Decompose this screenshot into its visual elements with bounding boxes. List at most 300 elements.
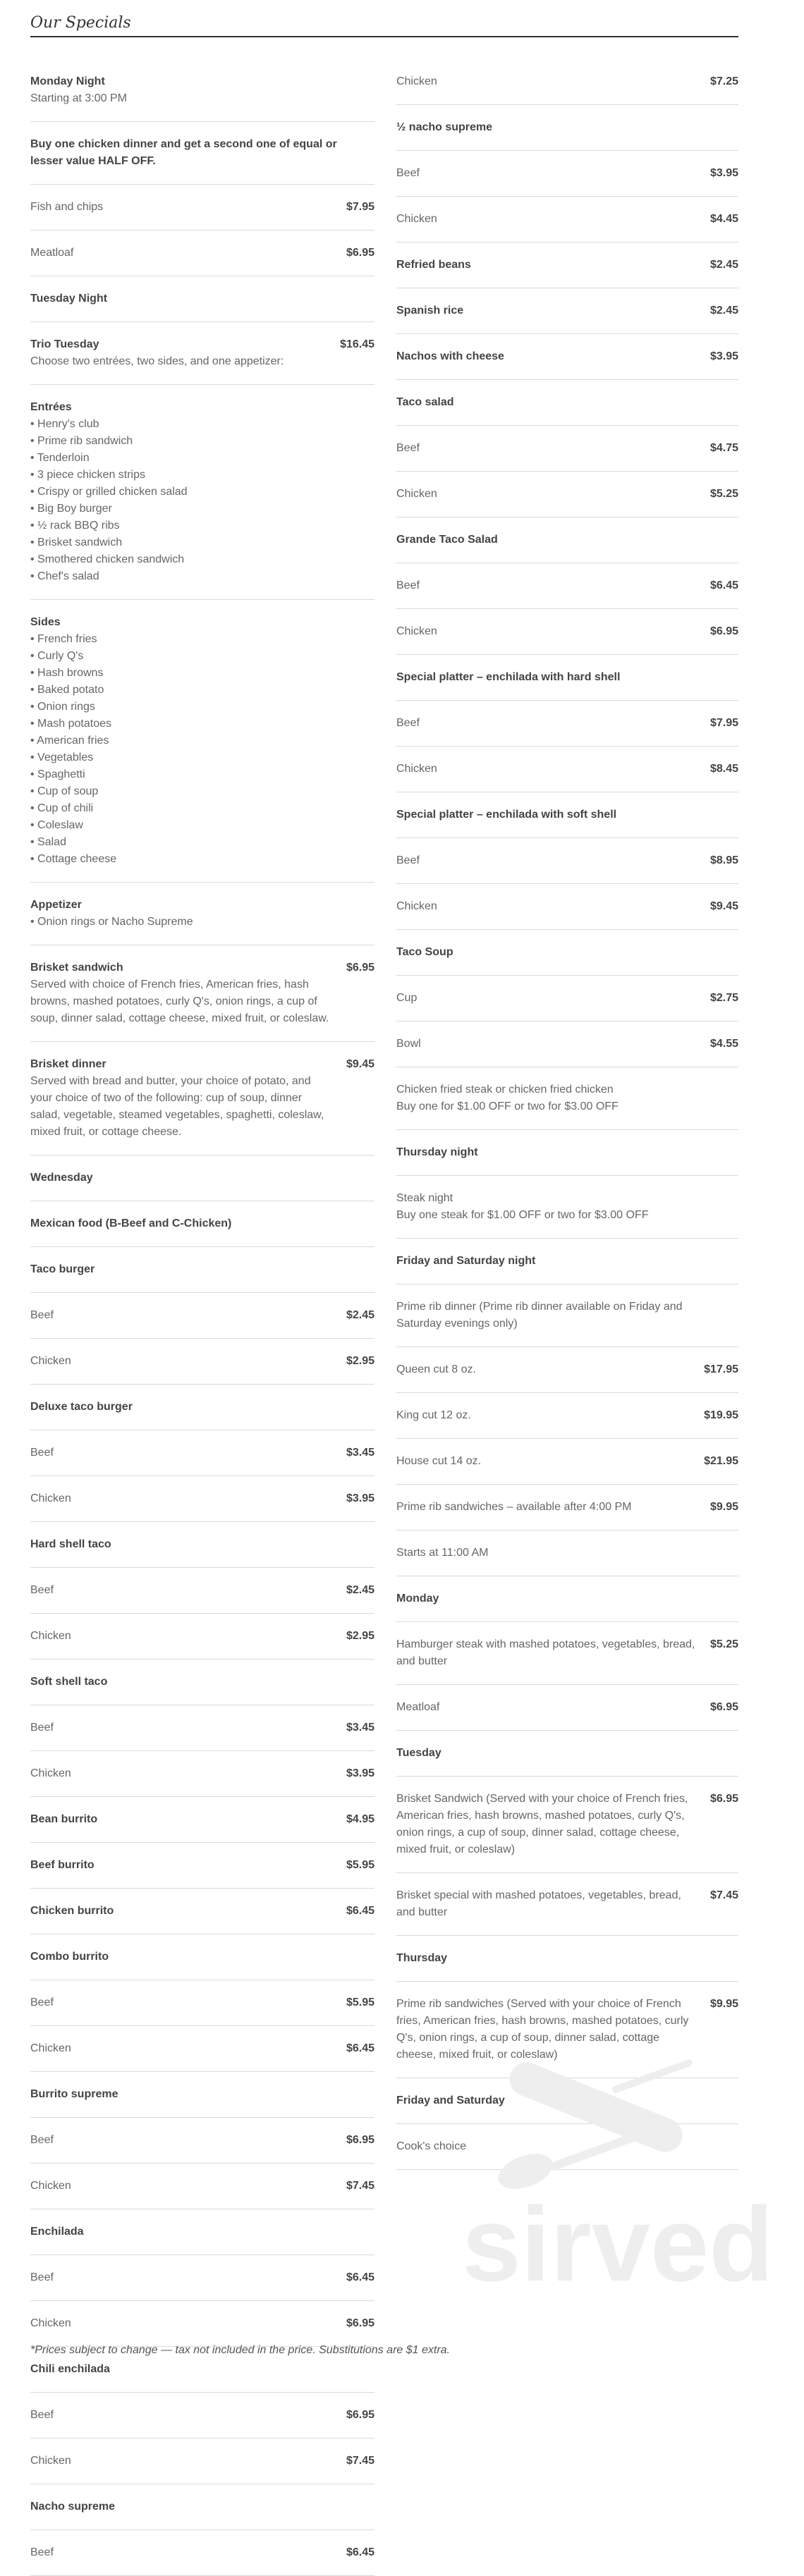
menu-item-title: Friday and Saturday night: [396, 1255, 536, 1267]
menu-item-price: $4.95: [346, 1813, 374, 1825]
menu-item-steak-night-buy-one-steak-for-1-00-off-o: [396, 1176, 738, 1239]
menu-item-description: Prime rib dinner (Prime rib dinner available on Friday and Saturday evenings only): [396, 1301, 683, 1330]
menu-item-title: Chili enchilada: [30, 2363, 110, 2375]
menu-item-chicken: [30, 1751, 374, 1797]
menu-item-price: $7.45: [346, 2455, 374, 2467]
menu-item-price: $3.45: [346, 1447, 374, 1459]
menu-item-text: [30, 1170, 374, 1186]
menu-item-chicken: [396, 59, 738, 105]
menu-item-text: [30, 1261, 374, 1278]
menu-item-description: Starting at 3:00 PM: [30, 92, 127, 104]
menu-item-price: $4.55: [709, 1038, 738, 1050]
menu-item-price: $2.75: [709, 992, 738, 1004]
menu-item-text: [396, 898, 710, 915]
menu-item-house-cut-14-oz: [396, 1439, 738, 1485]
menu-item-title: Beef burrito: [30, 1859, 95, 1871]
menu-item-description: Brisket special with mashed potatoes, vegetables, bread, and butter: [396, 1889, 681, 1918]
menu-item-chicken: [30, 2164, 374, 2209]
menu-item-beef: [396, 151, 738, 197]
menu-item-title: Sides: [30, 616, 61, 628]
menu-item-description: Served with bread and butter, your choice of potato, and your choice of two of the following: cup of soup, dinner salad, vegetable, steamed vegetables, spaghetti, coleslaw, mixed fruit, or cottage cheese.: [30, 1075, 324, 1138]
menu-item-text: [30, 2269, 346, 2286]
menu-item-price: $5.25: [709, 1638, 738, 1650]
menu-item-price: $9.95: [709, 1501, 738, 1513]
menu-item-chicken: [30, 2026, 374, 2072]
menu-item-beef: [30, 1293, 374, 1339]
menu-item-text: [30, 1719, 346, 1736]
menu-item-tuesday-night: [30, 276, 374, 322]
menu-item-title: Soft shell taco: [30, 1676, 108, 1688]
menu-item-title: Monday Night: [30, 75, 105, 87]
menu-item-chicken-burrito: [30, 1889, 374, 1934]
menu-item-taco-burger: [30, 1247, 374, 1293]
menu-item-text: [396, 1950, 738, 1967]
menu-item-title: Chicken burrito: [30, 1905, 114, 1917]
menu-item-description: Chicken: [30, 2042, 71, 2054]
menu-item-text: [30, 2498, 374, 2515]
menu-item-title: Special platter – enchilada with soft shell: [396, 809, 617, 821]
menu-item-title: Wednesday: [30, 1172, 93, 1184]
menu-item-text: [30, 199, 346, 216]
menu-item-description: Chicken: [30, 2180, 71, 2192]
menu-item-beef: [30, 2393, 374, 2439]
menu-item-cup: [396, 976, 738, 1022]
menu-item-refried-beans: [396, 243, 738, 288]
menu-item-special-platter-enchilada-with-soft-shel: [396, 792, 738, 838]
menu-item-spanish-rice: [396, 288, 738, 334]
menu-item-description: • Henry's club • Prime rib sandwich • Tenderloin • 3 piece chicken strips • Crispy or grilled chicken salad • Big Boy burger • ½ rack BBQ ribs • Brisket sandwich • Smothered chicken sandwich • Chef's salad: [30, 418, 188, 582]
menu-item-beef: [30, 2255, 374, 2301]
menu-item-text: [396, 1636, 710, 1670]
menu-item-description: Beef: [30, 2134, 54, 2146]
menu-item-chicken: [396, 609, 738, 655]
menu-item-title: Taco salad: [396, 396, 454, 408]
menu-item-title: Tuesday Night: [30, 293, 108, 305]
menu-item-price: $4.45: [709, 213, 738, 225]
menu-item-meatloaf: [30, 231, 374, 276]
utensils-icon: [494, 2057, 693, 2195]
menu-item-text: [30, 959, 346, 1027]
menu-item-nacho-supreme: [30, 2484, 374, 2530]
menu-item-text: [396, 990, 710, 1007]
menu-item-price: $6.95: [709, 1793, 738, 1805]
menu-item-text: [396, 577, 710, 594]
menu-item-description: King cut 12 oz.: [396, 1409, 471, 1421]
menu-item-description: Brisket Sandwich (Served with your choice of French fries, American fries, hash browns, mashed potatoes, curly Q's, onion rings, a cup of soup, dinner salad, cottage cheese, mixed fruit, or coleslaw): [396, 1793, 688, 1856]
menu-item-description: Chicken: [396, 625, 437, 637]
menu-item-description: Chicken: [30, 1630, 71, 1642]
menu-item-price: $7.95: [346, 201, 374, 213]
menu-item-trio-tuesday: [30, 322, 374, 385]
menu-item-text: [30, 1994, 346, 2011]
menu-item-price: $6.95: [346, 2134, 374, 2146]
menu-item-description: Chicken: [30, 2317, 71, 2329]
menu-item-monday: [396, 1576, 738, 1622]
menu-item-price: $8.95: [709, 854, 738, 866]
menu-item-beef: [30, 2118, 374, 2164]
menu-item-text: [30, 1353, 346, 1370]
menu-item-description: Beef: [396, 579, 420, 591]
menu-item-description: Chicken: [396, 763, 437, 775]
menu-item-price: $3.95: [709, 350, 738, 362]
menu-item-bean-burrito: [30, 1797, 374, 1843]
menu-item-price: $5.25: [709, 488, 738, 500]
menu-item-description: Cup: [396, 992, 418, 1004]
menu-item-text: [30, 136, 374, 170]
menu-item-text: [396, 715, 710, 732]
menu-item-price: $2.45: [346, 1309, 374, 1321]
menu-item-text: [30, 2544, 346, 2561]
menu-item-text: [30, 2086, 374, 2103]
menu-item-text: [396, 1407, 704, 1424]
menu-item-text: [30, 2315, 346, 2332]
menu-item-chicken: [396, 197, 738, 243]
menu-item-text: [30, 1811, 346, 1828]
menu-item-text: [30, 245, 346, 262]
menu-item-text: [396, 806, 738, 823]
menu-item-title: Nachos with cheese: [396, 350, 504, 362]
menu-item-text: [396, 1144, 738, 1161]
menu-item-text: [30, 1536, 374, 1553]
menu-item-text: [396, 211, 710, 228]
menu-item-price: $2.95: [346, 1630, 374, 1642]
sirved-watermark-logo: [462, 2048, 804, 2316]
menu-item-title: Taco burger: [30, 1263, 95, 1275]
menu-item-price: $6.45: [346, 2271, 374, 2283]
menu-item-text: [396, 1361, 704, 1378]
menu-item-text: [396, 1545, 738, 1562]
menu-item-price: $9.45: [346, 1058, 374, 1070]
menu-item-description: Choose two entrées, two sides, and one appetizer:: [30, 355, 284, 367]
menu-item-text: [396, 1791, 710, 1858]
menu-item-chicken: [396, 472, 738, 517]
menu-item-description: • Onion rings or Nacho Supreme: [30, 916, 193, 928]
menu-item-price: $4.75: [709, 442, 738, 454]
menu-item-king-cut-12-oz: [396, 1393, 738, 1439]
menu-item-description: Prime rib sandwiches – available after 4:00 PM: [396, 1501, 632, 1513]
menu-item-price: $2.95: [346, 1355, 374, 1367]
menu-item-price: $8.45: [709, 763, 738, 775]
menu-item-price: $7.25: [709, 75, 738, 87]
menu-item-title: Mexican food (B-Beef and C-Chicken): [30, 1218, 232, 1229]
menu-item-text: [396, 73, 710, 90]
menu-item-beef: [30, 1568, 374, 1614]
menu-item-description: House cut 14 oz.: [396, 1455, 482, 1467]
menu-item-buy-one-chicken-dinner-and-get-a-second-: [30, 122, 374, 185]
menu-item-text: [396, 1887, 710, 1921]
menu-item-description: Beef: [30, 1722, 54, 1734]
menu-item-text: [396, 1036, 710, 1053]
menu-item-special-platter-enchilada-with-hard-shel: [396, 655, 738, 701]
footnote: *Prices subject to change — tax not included in the price. Substitutions are $1 extra.: [30, 2344, 450, 2356]
menu-item-text: [30, 73, 374, 107]
menu-item-text: [396, 440, 710, 457]
menu-item-price: $7.45: [709, 1889, 738, 1901]
menu-item-price: $6.45: [709, 579, 738, 591]
menu-item-appetizer: [30, 883, 374, 945]
menu-item-beef: [396, 701, 738, 747]
menu-item-description: Steak night Buy one steak for $1.00 OFF or two for $3.00 OFF: [396, 1192, 649, 1221]
menu-item-description: Chicken: [396, 488, 437, 500]
menu-item-chicken: [30, 2301, 374, 2347]
menu-item-title: Brisket sandwich: [30, 962, 123, 974]
menu-item-text: [30, 336, 340, 370]
menu-item-price: $6.95: [346, 247, 374, 259]
menu-item-description: Chicken: [30, 1355, 71, 1367]
menu-item-text: [396, 944, 738, 961]
menu-item-description: Prime rib sandwiches (Served with your choice of French fries, American fries, hash browns, mashed potatoes, curly Q's, onion rings, a cup of soup, dinner salad, cottage cheese, mixed fruit, or coleslaw): [396, 1998, 689, 2061]
menu-item-thursday-night: [396, 1130, 738, 1176]
menu-item-price: $9.95: [709, 1998, 738, 2010]
menu-item-fish-and-chips: [30, 185, 374, 231]
menu-item-text: [30, 290, 374, 307]
menu-item-price: $6.95: [346, 962, 374, 974]
menu-item-title: Refried beans: [396, 259, 471, 271]
menu-item-soft-shell-taco: [30, 1660, 374, 1705]
menu-item-grande-taco-salad: [396, 517, 738, 563]
menu-item-burrito-supreme: [30, 2072, 374, 2118]
menu-item-description: Beef: [396, 717, 420, 729]
menu-item-brisket-sandwich: [30, 945, 374, 1042]
menu-item-text: [396, 761, 710, 778]
menu-item-description: Beef: [30, 1309, 54, 1321]
menu-item-title: ½ nacho supreme: [396, 121, 493, 133]
menu-item-chicken: [396, 747, 738, 792]
menu-item-title: Buy one chicken dinner and get a second one of equal or lesser value HALF OFF.: [30, 138, 337, 167]
menu-item-deluxe-taco-burger: [30, 1385, 374, 1430]
menu-item-description: Chicken: [396, 213, 437, 225]
menu-item-taco-salad: [396, 380, 738, 426]
menu-item-price: $6.45: [346, 2042, 374, 2054]
menu-item-text: [30, 2040, 346, 2057]
menu-item-chicken: [30, 1339, 374, 1385]
menu-item-entr-es: [30, 385, 374, 600]
menu-item-title: Thursday: [396, 1952, 448, 1964]
menu-item-text: [30, 2178, 346, 2195]
menu-item-taco-soup: [396, 930, 738, 976]
menu-item-title: Friday and Saturday: [396, 2094, 505, 2106]
menu-item-description: • French fries • Curly Q's • Hash browns • Baked potato • Onion rings • Mash potatoes • American fries • Vegetables • Spaghetti • Cup of soup • Cup of chili • Coleslaw • Salad • Cottage cheese: [30, 633, 117, 865]
menu-item-text: [30, 1674, 374, 1691]
menu-item-text: [30, 897, 374, 931]
menu-item-title: Deluxe taco burger: [30, 1401, 133, 1413]
menu-item-queen-cut-8-oz: [396, 1347, 738, 1393]
menu-item-nacho-supreme: [396, 105, 738, 151]
menu-item-description: Hamburger steak with mashed potatoes, vegetables, bread, and butter: [396, 1638, 695, 1667]
menu-item-nachos-with-cheese: [396, 334, 738, 380]
menu-item-price: $2.45: [709, 259, 738, 271]
menu-item-text: [396, 119, 738, 136]
menu-item-price: $6.95: [346, 2409, 374, 2421]
page-title: Our Specials: [30, 14, 738, 37]
menu-item-description: Beef: [396, 442, 420, 454]
menu-item-price: $17.95: [704, 1363, 738, 1375]
menu-item-title: Entrées: [30, 401, 72, 413]
menu-item-description: Beef: [30, 1584, 54, 1596]
menu-item-description: Beef: [30, 2271, 54, 2283]
menu-item-beef: [30, 1430, 374, 1476]
menu-item-enchilada: [30, 2209, 374, 2255]
menu-item-text: [30, 2453, 346, 2470]
menu-item-description: Queen cut 8 oz.: [396, 1363, 476, 1375]
menu-item-price: $2.45: [709, 305, 738, 317]
menu-item-text: [30, 1056, 346, 1141]
menu-item-price: $3.95: [346, 1767, 374, 1779]
menu-item-chicken-fried-steak-or-chicken-fried-chi: [396, 1067, 738, 1130]
menu-item-text: [396, 1253, 738, 1270]
menu-item-title: Tuesday: [396, 1747, 441, 1759]
menu-item-beef-burrito: [30, 1843, 374, 1889]
menu-item-tuesday: [396, 1731, 738, 1777]
menu-item-chicken: [30, 1614, 374, 1660]
menu-item-description: Beef: [30, 2546, 54, 2558]
menu-item-title: Combo burrito: [30, 1951, 109, 1963]
menu-item-chicken: [30, 1476, 374, 1522]
menu-item-chicken: [30, 2439, 374, 2484]
menu-item-wednesday: [30, 1155, 374, 1201]
menu-item-sides: [30, 600, 374, 883]
menu-item-text: [396, 394, 738, 411]
menu-item-beef: [30, 2530, 374, 2576]
menu-item-title: Burrito supreme: [30, 2088, 118, 2100]
menu-column-right: [396, 59, 738, 2170]
menu-item-text: [396, 1190, 738, 1224]
menu-item-text: [30, 1903, 346, 1920]
menu-item-description: Meatloaf: [396, 1701, 440, 1713]
menu-item-price: $16.45: [340, 338, 374, 350]
menu-item-text: [396, 302, 710, 319]
menu-item-text: [30, 2361, 374, 2378]
menu-item-brisket-sandwich-served-with-your-choice: [396, 1777, 738, 1873]
menu-item-text: [396, 348, 710, 365]
menu-item-text: [396, 852, 710, 869]
menu-item-text: [396, 257, 710, 274]
menu-item-title: Grande Taco Salad: [396, 534, 498, 546]
menu-item-description: Served with choice of French fries, American fries, hash browns, mashed potatoes, curly Q's, onion rings, a cup of soup, dinner salad, cottage cheese, mixed fruit, or coleslaw.: [30, 979, 329, 1024]
menu-item-description: Cook's choice: [396, 2140, 467, 2152]
menu-item-description: Chicken: [396, 75, 437, 87]
menu-item-text: [396, 1499, 710, 1516]
menu-item-title: Monday: [396, 1593, 439, 1605]
menu-item-text: [30, 1628, 346, 1645]
menu-item-description: Chicken fried steak or chicken fried chicken Buy one for $1.00 OFF or two for $3.00 OFF: [396, 1084, 619, 1112]
menu-item-price: $3.95: [709, 167, 738, 179]
watermark-text: sirved: [462, 2185, 774, 2303]
menu-item-description: Chicken: [30, 2455, 71, 2467]
menu-item-price: $5.95: [346, 1997, 374, 2008]
menu-item-text: [30, 1490, 346, 1507]
menu-item-title: Nacho supreme: [30, 2501, 116, 2513]
menu-item-text: [30, 1582, 346, 1599]
menu-item-title: Appetizer: [30, 899, 82, 911]
menu-item-hamburger-steak-with-mashed-potatoes-veg: [396, 1622, 738, 1685]
menu-item-description: Chicken: [30, 1767, 71, 1779]
menu-item-text: [396, 669, 738, 686]
menu-item-price: $2.45: [346, 1584, 374, 1596]
menu-item-chicken: [396, 884, 738, 930]
menu-item-text: [30, 1857, 346, 1874]
menu-item-combo-burrito: [30, 1934, 374, 1980]
menu-column-left: [30, 59, 374, 2576]
menu-item-title: Thursday night: [396, 1146, 478, 1158]
menu-item-beef: [30, 1980, 374, 2026]
menu-item-text: [396, 1745, 738, 1762]
menu-item-bowl: [396, 1022, 738, 1067]
menu-item-price: $6.95: [709, 1701, 738, 1713]
menu-item-text: [30, 614, 374, 868]
menu-item-text: [30, 2132, 346, 2149]
menu-item-text: [30, 2224, 374, 2240]
menu-item-price: $5.95: [346, 1859, 374, 1871]
menu-item-text: [396, 165, 710, 182]
menu-item-thursday: [396, 1936, 738, 1982]
menu-item-prime-rib-sandwiches-available-after-4-0: [396, 1485, 738, 1531]
menu-item-price: $3.45: [346, 1722, 374, 1734]
menu-item-meatloaf: [396, 1685, 738, 1731]
menu-item-title: Bean burrito: [30, 1813, 98, 1825]
menu-item-title: Enchilada: [30, 2226, 84, 2238]
menu-item-title: Brisket dinner: [30, 1058, 106, 1070]
menu-item-text: [396, 1299, 738, 1332]
menu-item-text: [30, 1445, 346, 1461]
menu-item-hard-shell-taco: [30, 1522, 374, 1568]
menu-item-title: Spanish rice: [396, 305, 464, 317]
menu-item-description: Fish and chips: [30, 201, 104, 213]
menu-item-description: Beef: [30, 1997, 54, 2008]
menu-item-description: Beef: [396, 167, 420, 179]
menu-item-price: $21.95: [704, 1455, 738, 1467]
menu-item-brisket-special-with-mashed-potatoes-veg: [396, 1873, 738, 1936]
menu-item-monday-night: [30, 59, 374, 122]
menu-item-text: [30, 1949, 374, 1965]
menu-item-price: $6.45: [346, 2546, 374, 2558]
menu-item-text: [30, 1399, 374, 1416]
menu-item-description: Beef: [30, 2409, 54, 2421]
menu-item-price: $6.45: [346, 1905, 374, 1917]
menu-item-price: $9.45: [709, 900, 738, 912]
menu-item-text: [396, 486, 710, 503]
menu-item-price: $7.45: [346, 2180, 374, 2192]
menu-item-mexican-food-b-beef-and-c-chicken: [30, 1201, 374, 1247]
menu-item-beef: [396, 563, 738, 609]
menu-item-friday-and-saturday-night: [396, 1239, 738, 1284]
menu-item-text: [396, 623, 710, 640]
menu-item-text: [396, 1453, 704, 1470]
menu-item-price: $3.95: [346, 1492, 374, 1504]
menu-item-text: [30, 399, 374, 585]
menu-item-description: Beef: [30, 1447, 54, 1459]
menu-item-price: $19.95: [704, 1409, 738, 1421]
menu-item-text: [30, 1765, 346, 1782]
menu-item-text: [396, 1590, 738, 1607]
menu-item-beef: [396, 426, 738, 472]
menu-item-beef: [30, 1705, 374, 1751]
menu-item-price: $6.95: [346, 2317, 374, 2329]
menu-item-starts-at-11-00-am: [396, 1531, 738, 1576]
menu-item-text: [30, 1307, 346, 1324]
menu-item-description: Chicken: [396, 900, 437, 912]
menu-item-brisket-dinner: [30, 1042, 374, 1155]
menu-item-text: [396, 1081, 738, 1115]
menu-item-text: [396, 1699, 710, 1716]
menu-item-description: Chicken: [30, 1492, 71, 1504]
menu-item-description: Beef: [396, 854, 420, 866]
menu-item-title: Hard shell taco: [30, 1538, 111, 1550]
menu-item-text: [396, 532, 738, 548]
menu-item-prime-rib-dinner-prime-rib-dinner-availa: [396, 1284, 738, 1347]
menu-item-beef: [396, 838, 738, 884]
menu-item-price: $7.95: [709, 717, 738, 729]
